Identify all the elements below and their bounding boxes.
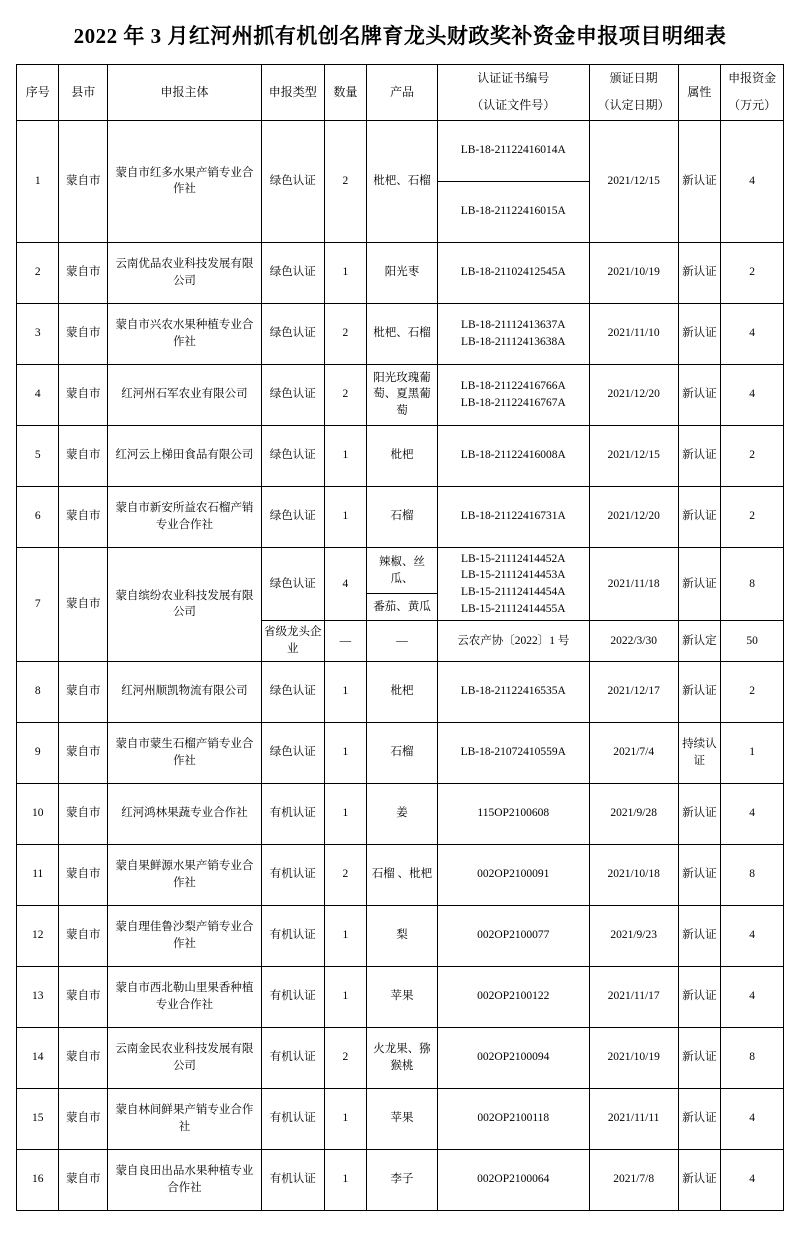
cell-type: 有机认证 xyxy=(261,783,324,844)
table-row xyxy=(17,722,784,783)
cell-fund: 8 xyxy=(721,844,784,905)
cell-seq: 8 xyxy=(17,661,59,722)
cert-line: LB-15-21112414453A xyxy=(460,569,566,582)
cell-date: 2021/12/17 xyxy=(589,661,678,722)
table-row xyxy=(17,966,784,1027)
cell-fund: 4 xyxy=(721,905,784,966)
cell-qty: 2 xyxy=(324,844,366,905)
cell-type: 绿色认证 xyxy=(261,486,324,547)
cell-qty: 1 xyxy=(324,783,366,844)
cert-line: LB-15-21112414455A xyxy=(460,602,566,615)
cell-city: 蒙自市 xyxy=(59,905,108,966)
table-header-row xyxy=(17,65,784,121)
cell-date: 2021/10/19 xyxy=(589,1027,678,1088)
cell-date: 2021/12/15 xyxy=(589,425,678,486)
cell-subject: 红河州顺凯物流有限公司 xyxy=(108,661,262,722)
cell-qty: 1 xyxy=(324,425,366,486)
cell-date: 2021/9/23 xyxy=(589,905,678,966)
page-title: 2022 年 3 月红河州抓有机创名牌育龙头财政奖补资金申报项目明细表 xyxy=(73,24,727,48)
cell-product: 苹果 xyxy=(367,1088,438,1149)
cell-cert-no: LB-18-21122416015A xyxy=(437,181,589,242)
cell-cert-no: 002OP2100091 xyxy=(437,844,589,905)
header-attribute: 属性 xyxy=(678,65,720,121)
cell-fund: 4 xyxy=(721,120,784,242)
cell-subject: 云南金民农业科技发展有限公司 xyxy=(108,1027,262,1088)
table-row xyxy=(17,425,784,486)
cell-attribute: 新认证 xyxy=(678,364,720,425)
cell-fund: 1 xyxy=(721,722,784,783)
cell-type: 绿色认证 xyxy=(261,661,324,722)
cell-type: 有机认证 xyxy=(261,905,324,966)
cell-city: 蒙自市 xyxy=(59,1149,108,1210)
cell-type: 绿色认证 xyxy=(261,722,324,783)
table-row xyxy=(17,1088,784,1149)
cell-fund: 8 xyxy=(721,1027,784,1088)
cell-qty: 1 xyxy=(324,661,366,722)
cell-seq: 16 xyxy=(17,1149,59,1210)
cell-type: 有机认证 xyxy=(261,1149,324,1210)
header-fund-line2: （万元） xyxy=(728,98,777,113)
cell-date: 2021/11/11 xyxy=(589,1088,678,1149)
header-date xyxy=(589,65,678,121)
table-row xyxy=(17,1027,784,1088)
cell-fund: 2 xyxy=(721,661,784,722)
table-row xyxy=(17,364,784,425)
table-row xyxy=(17,547,784,593)
cert-line: LB-18-21112413637A xyxy=(460,319,566,332)
header-product: 产品 xyxy=(367,65,438,121)
cell-city: 蒙自市 xyxy=(59,844,108,905)
cell-city: 蒙自市 xyxy=(59,661,108,722)
table-row xyxy=(17,661,784,722)
cell-attribute: 新认证 xyxy=(678,1027,720,1088)
cell-qty: 2 xyxy=(324,364,366,425)
cell-attribute: 新认证 xyxy=(678,1149,720,1210)
cell-cert-no xyxy=(437,303,589,364)
cell-fund: 2 xyxy=(721,242,784,303)
cell-type: 有机认证 xyxy=(261,844,324,905)
cell-subject: 蒙自市西北勒山里果香种植专业合作社 xyxy=(108,966,262,1027)
cert-line: LB-18-21122416766A xyxy=(460,380,566,393)
cell-attribute: 新认证 xyxy=(678,844,720,905)
cell-product: 梨 xyxy=(367,905,438,966)
cell-date: 2021/11/10 xyxy=(589,303,678,364)
cell-city: 蒙自市 xyxy=(59,242,108,303)
cell-subject: 蒙自缤纷农业科技发展有限公司 xyxy=(108,547,262,661)
cell-seq: 12 xyxy=(17,905,59,966)
cell-qty: 1 xyxy=(324,242,366,303)
cell-type: 有机认证 xyxy=(261,1088,324,1149)
cell-subject: 蒙自市兴农水果种植专业合作社 xyxy=(108,303,262,364)
cell-date: 2021/12/20 xyxy=(589,486,678,547)
cell-qty: — xyxy=(324,621,366,661)
cell-seq: 5 xyxy=(17,425,59,486)
cell-product: 火龙果、猕猴桃 xyxy=(367,1027,438,1088)
cell-attribute: 新认证 xyxy=(678,303,720,364)
cell-product: 石榴 、枇杷 xyxy=(367,844,438,905)
table-row xyxy=(17,783,784,844)
header-type: 申报类型 xyxy=(261,65,324,121)
table-row xyxy=(17,120,784,181)
cell-date: 2021/7/4 xyxy=(589,722,678,783)
cert-line: LB-18-21112413638A xyxy=(460,335,566,348)
cell-fund: 4 xyxy=(721,364,784,425)
cell-subject: 蒙自市蒙生石榴产销专业合作社 xyxy=(108,722,262,783)
cell-date: 2021/12/15 xyxy=(589,120,678,242)
cell-city: 蒙自市 xyxy=(59,486,108,547)
cell-fund: 2 xyxy=(721,425,784,486)
cell-qty: 1 xyxy=(324,1149,366,1210)
cell-product: 阳光玫瑰葡萄、夏黑葡萄 xyxy=(367,364,438,425)
cell-attribute: 新认证 xyxy=(678,120,720,242)
cell-cert-no: 002OP2100118 xyxy=(437,1088,589,1149)
cell-cert-no: LB-18-21072410559A xyxy=(437,722,589,783)
cell-subject: 红河州石军农业有限公司 xyxy=(108,364,262,425)
cell-product: 石榴 xyxy=(367,722,438,783)
cell-cert-no: 云农产协〔2022〕1 号 xyxy=(437,621,589,661)
header-cert-no-line1: 认证证书编号 xyxy=(477,71,550,85)
cell-city: 蒙自市 xyxy=(59,722,108,783)
cell-city: 蒙自市 xyxy=(59,547,108,661)
table-row xyxy=(17,905,784,966)
cell-subject: 蒙自林间鲜果产销专业合作社 xyxy=(108,1088,262,1149)
cell-seq: 14 xyxy=(17,1027,59,1088)
cell-qty: 1 xyxy=(324,905,366,966)
cell-qty: 1 xyxy=(324,722,366,783)
cell-seq: 7 xyxy=(17,547,59,661)
cell-seq: 6 xyxy=(17,486,59,547)
cell-cert-no: LB-18-21122416014A xyxy=(437,120,589,181)
cell-city: 蒙自市 xyxy=(59,364,108,425)
cell-date: 2022/3/30 xyxy=(589,621,678,661)
cell-attribute: 新认证 xyxy=(678,783,720,844)
cell-date: 2021/12/20 xyxy=(589,364,678,425)
header-qty: 数量 xyxy=(324,65,366,121)
cell-attribute: 新认证 xyxy=(678,661,720,722)
cell-cert-no: 115OP2100608 xyxy=(437,783,589,844)
table-row xyxy=(17,242,784,303)
cell-date: 2021/10/18 xyxy=(589,844,678,905)
cell-cert-no: LB-18-21102412545A xyxy=(437,242,589,303)
cert-line: LB-18-21122416767A xyxy=(460,396,566,409)
cell-city: 蒙自市 xyxy=(59,1027,108,1088)
cert-line: LB-15-21112414454A xyxy=(460,586,566,599)
cell-seq: 9 xyxy=(17,722,59,783)
cell-type: 绿色认证 xyxy=(261,120,324,242)
cell-subject: 红河云上梯田食品有限公司 xyxy=(108,425,262,486)
cell-cert-no: LB-18-21122416731A xyxy=(437,486,589,547)
cell-seq: 13 xyxy=(17,966,59,1027)
header-cert-no-line2: （认证文件号） xyxy=(471,98,556,113)
header-cert-no xyxy=(437,65,589,121)
cell-seq: 4 xyxy=(17,364,59,425)
cell-date: 2021/11/17 xyxy=(589,966,678,1027)
cell-fund: 4 xyxy=(721,783,784,844)
cell-attribute: 新认证 xyxy=(678,905,720,966)
cell-attribute: 新认证 xyxy=(678,547,720,621)
cell-subject: 云南优品农业科技发展有限公司 xyxy=(108,242,262,303)
header-fund xyxy=(721,65,784,121)
header-city: 县市 xyxy=(59,65,108,121)
cell-product: 枇杷 xyxy=(367,425,438,486)
cell-qty: 1 xyxy=(324,966,366,1027)
subsidy-projects-table xyxy=(16,64,784,1211)
cell-attribute: 持续认证 xyxy=(678,722,720,783)
cell-cert-no: LB-18-21122416008A xyxy=(437,425,589,486)
cell-product: 枇杷、石榴 xyxy=(367,120,438,242)
cell-type: 绿色认证 xyxy=(261,425,324,486)
cell-attribute: 新认定 xyxy=(678,621,720,661)
cell-fund: 4 xyxy=(721,966,784,1027)
cell-subject: 蒙自果鲜源水果产销专业合作社 xyxy=(108,844,262,905)
header-subject: 申报主体 xyxy=(108,65,262,121)
table-row xyxy=(17,844,784,905)
cell-seq: 1 xyxy=(17,120,59,242)
cell-qty: 1 xyxy=(324,1088,366,1149)
cell-cert-no: LB-18-21122416535A xyxy=(437,661,589,722)
cell-qty: 4 xyxy=(324,547,366,621)
cell-date: 2021/10/19 xyxy=(589,242,678,303)
cell-type: 有机认证 xyxy=(261,966,324,1027)
cell-type: 绿色认证 xyxy=(261,303,324,364)
cell-product: 苹果 xyxy=(367,966,438,1027)
cell-attribute: 新认证 xyxy=(678,486,720,547)
cell-cert-no xyxy=(437,547,589,621)
cell-city: 蒙自市 xyxy=(59,783,108,844)
cell-subject: 蒙自良田出品水果种植专业合作社 xyxy=(108,1149,262,1210)
cell-subject: 蒙自市红多水果产销专业合作社 xyxy=(108,120,262,242)
cell-city: 蒙自市 xyxy=(59,120,108,242)
cell-fund: 2 xyxy=(721,486,784,547)
cell-subject: 红河鸿林果蔬专业合作社 xyxy=(108,783,262,844)
cell-seq: 2 xyxy=(17,242,59,303)
cell-fund: 50 xyxy=(721,621,784,661)
cell-type: 绿色认证 xyxy=(261,364,324,425)
cell-attribute: 新认证 xyxy=(678,1088,720,1149)
cell-cert-no: 002OP2100077 xyxy=(437,905,589,966)
cell-product: 番茄、黄瓜 xyxy=(367,594,438,621)
cell-product: — xyxy=(367,621,438,661)
cell-subject: 蒙自市新安所益农石榴产销专业合作社 xyxy=(108,486,262,547)
cell-qty: 2 xyxy=(324,303,366,364)
cell-subject: 蒙自理佳鲁沙梨产销专业合作社 xyxy=(108,905,262,966)
cell-cert-no: 002OP2100122 xyxy=(437,966,589,1027)
table-row xyxy=(17,303,784,364)
header-fund-line1: 申报资金 xyxy=(728,71,777,85)
table-row xyxy=(17,486,784,547)
cell-date: 2021/9/28 xyxy=(589,783,678,844)
cell-fund: 8 xyxy=(721,547,784,621)
cell-product: 枇杷、石榴 xyxy=(367,303,438,364)
cell-product: 枇杷 xyxy=(367,661,438,722)
cell-attribute: 新认证 xyxy=(678,242,720,303)
cell-product: 阳光枣 xyxy=(367,242,438,303)
table-row xyxy=(17,1149,784,1210)
cell-type: 绿色认证 xyxy=(261,242,324,303)
cell-date: 2021/11/18 xyxy=(589,547,678,621)
header-seq: 序号 xyxy=(17,65,59,121)
cell-seq: 10 xyxy=(17,783,59,844)
cell-type: 有机认证 xyxy=(261,1027,324,1088)
cell-qty: 2 xyxy=(324,120,366,242)
cell-fund: 4 xyxy=(721,1088,784,1149)
cell-city: 蒙自市 xyxy=(59,966,108,1027)
cell-seq: 3 xyxy=(17,303,59,364)
cell-attribute: 新认证 xyxy=(678,966,720,1027)
cell-cert-no xyxy=(437,364,589,425)
header-date-line1: 颁证日期 xyxy=(609,71,658,85)
cell-product: 李子 xyxy=(367,1149,438,1210)
cell-type: 省级龙头企业 xyxy=(261,621,324,661)
cell-product: 辣椒、丝瓜、 xyxy=(367,547,438,593)
cell-seq: 15 xyxy=(17,1088,59,1149)
cell-qty: 1 xyxy=(324,486,366,547)
cell-city: 蒙自市 xyxy=(59,425,108,486)
cell-fund: 4 xyxy=(721,1149,784,1210)
header-date-line2: （认定日期） xyxy=(597,98,670,113)
cell-cert-no: 002OP2100064 xyxy=(437,1149,589,1210)
cell-type: 绿色认证 xyxy=(261,547,324,621)
cell-city: 蒙自市 xyxy=(59,303,108,364)
cell-qty: 2 xyxy=(324,1027,366,1088)
cell-fund: 4 xyxy=(721,303,784,364)
cell-cert-no: 002OP2100094 xyxy=(437,1027,589,1088)
cert-line: LB-15-21112414452A xyxy=(460,552,566,565)
cell-date: 2021/7/8 xyxy=(589,1149,678,1210)
cell-city: 蒙自市 xyxy=(59,1088,108,1149)
cell-product: 姜 xyxy=(367,783,438,844)
cell-product: 石榴 xyxy=(367,486,438,547)
cell-attribute: 新认证 xyxy=(678,425,720,486)
cell-seq: 11 xyxy=(17,844,59,905)
